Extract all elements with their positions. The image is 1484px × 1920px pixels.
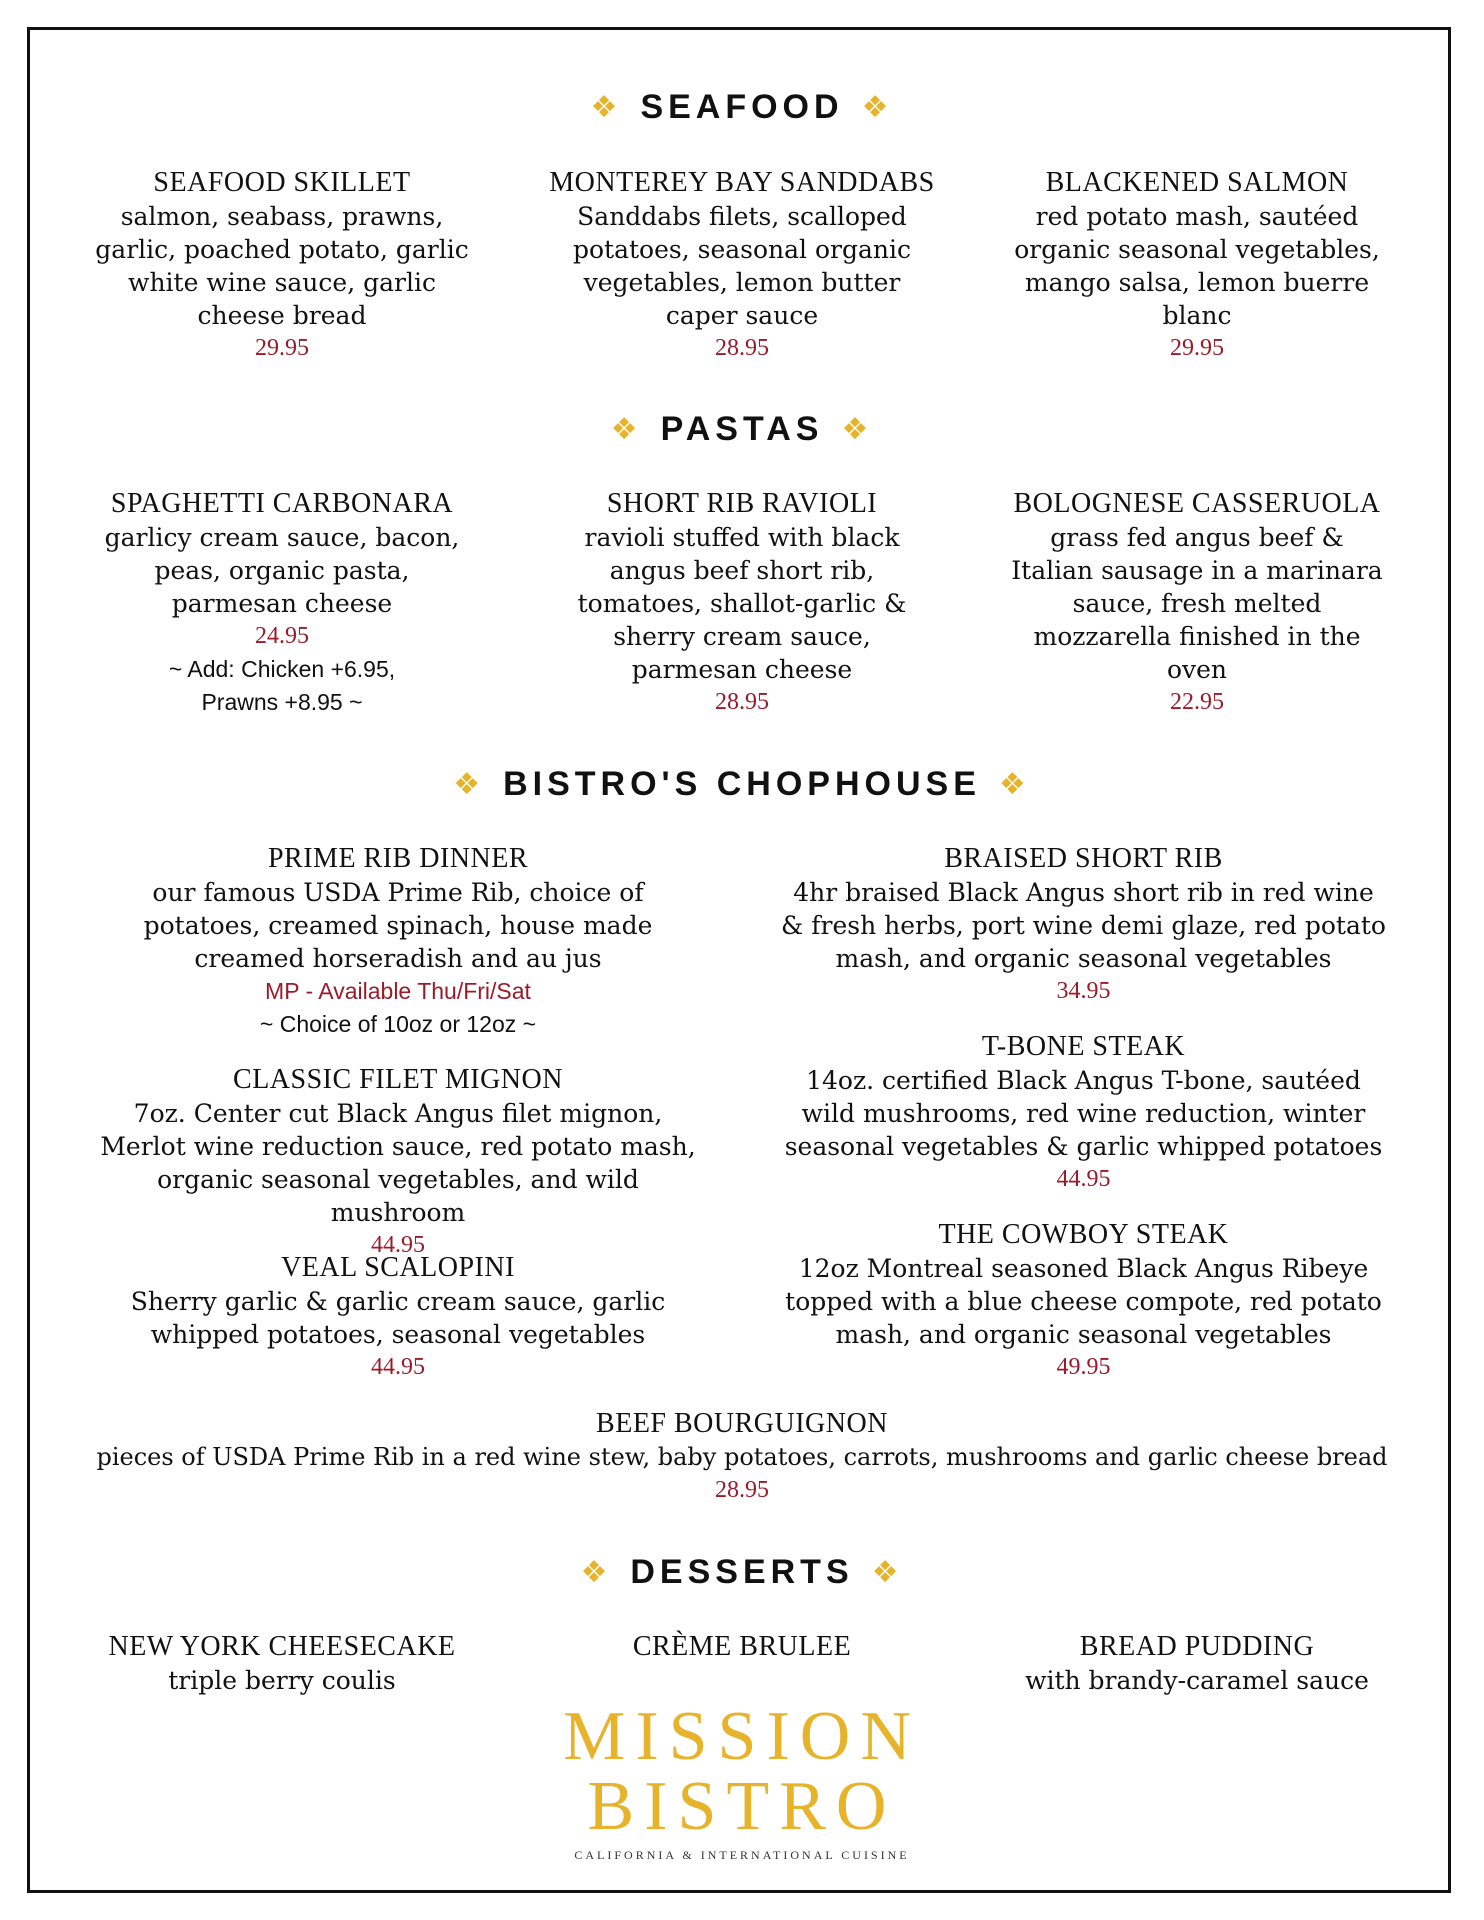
- section-title-desserts: ❖ DESSERTS ❖: [580, 1553, 904, 1591]
- menu-item-bolognese-casseruola: BOLOGNESE CASSERUOLA grass fed angus beef & Italian sausage in a marinara sauce, fresh melted mozzarella finished in the oven 22.95: [1011, 488, 1383, 715]
- section-title-seafood: ❖ SEAFOOD ❖: [590, 88, 894, 126]
- menu-item-monterey-bay-sanddabs: MONTEREY BAY SANDDABS Sanddabs filets, scalloped potatoes, seasonal organic vegetables, lemon butter caper sauce 28.95: [549, 167, 935, 361]
- menu-item-veal-scalopini: VEAL SCALOPINI Sherry garlic & garlic cream sauce, garlic whipped potatoes, seasonal vegetables 44.95: [130, 1252, 666, 1380]
- menu-item-the-cowboy-steak: THE COWBOY STEAK 12oz Montreal seasoned Black Angus Ribeye topped with a blue cheese compote, red potato mash, and organic seasonal vegetables 49.95: [785, 1219, 1382, 1380]
- menu-item-blackened-salmon: BLACKENED SALMON red potato mash, sautéed organic seasonal vegetables, mango salsa, lemon buerre blanc 29.95: [1014, 167, 1380, 361]
- ornament-icon: ❖: [590, 90, 623, 124]
- ornament-icon: ❖: [871, 1555, 904, 1589]
- ornament-icon: ❖: [841, 412, 874, 446]
- section-title-pastas: ❖ PASTAS ❖: [610, 410, 874, 448]
- menu-item-seafood-skillet: SEAFOOD SKILLET salmon, seabass, prawns, garlic, poached potato, garlic white wine sauce, garlic cheese bread 29.95: [95, 167, 469, 361]
- menu-item-classic-filet-mignon: CLASSIC FILET MIGNON 7oz. Center cut Black Angus filet mignon, Merlot wine reduction sauce, red potato mash, organic seasonal vegetables, and wild mushroom 44.95: [100, 1064, 696, 1258]
- menu-item-new-york-cheesecake: NEW YORK CHEESECAKE triple berry coulis: [108, 1631, 456, 1695]
- section-title-chophouse: ❖ BISTRO'S CHOPHOUSE ❖: [453, 765, 1031, 803]
- menu-item-t-bone-steak: T-BONE STEAK 14oz. certified Black Angus T-bone, sautéed wild mushrooms, red wine reduction, winter seasonal vegetables & garlic whipped potatoes 44.95: [784, 1031, 1383, 1192]
- menu-item-braised-short-rib: BRAISED SHORT RIB 4hr braised Black Angus short rib in red wine & fresh herbs, port wine demi glaze, red potato mash, and organic seasonal vegetables 34.95: [781, 843, 1386, 1004]
- menu-item-beef-bourguignon: BEEF BOURGUIGNON pieces of USDA Prime Rib in a red wine stew, baby potatoes, carrots, mushrooms and garlic cheese bread 28.95: [96, 1408, 1388, 1503]
- menu-item-prime-rib-dinner: PRIME RIB DINNER our famous USDA Prime Rib, choice of potatoes, creamed spinach, house made creamed horseradish and au jus MP - Available Thu/Fri/Sat ~ Choice of 10oz or 12oz ~: [143, 843, 653, 1037]
- menu-item-bread-pudding: BREAD PUDDING with brandy-caramel sauce: [1025, 1631, 1369, 1695]
- menu-item-short-rib-ravioli: SHORT RIB RAVIOLI ravioli stuffed with black angus beef short rib, tomatoes, shallot-garlic & sherry cream sauce, parmesan cheese 28.95: [577, 488, 907, 715]
- mission-bistro-logo: MISSION BISTRO CALIFORNIA & INTERNATIONAL CUISINE: [563, 1698, 921, 1862]
- ornament-icon: ❖: [861, 90, 894, 124]
- ornament-icon: ❖: [580, 1555, 613, 1589]
- menu-item-spaghetti-carbonara: SPAGHETTI CARBONARA garlicy cream sauce, bacon, peas, organic pasta, parmesan cheese 24.95 ~ Add: Chicken +6.95, Prawns +8.95 ~: [104, 488, 460, 715]
- ornament-icon: ❖: [453, 767, 486, 801]
- ornament-icon: ❖: [998, 767, 1031, 801]
- menu-item-creme-brulee: CRÈME BRULEE: [632, 1631, 852, 1662]
- ornament-icon: ❖: [610, 412, 643, 446]
